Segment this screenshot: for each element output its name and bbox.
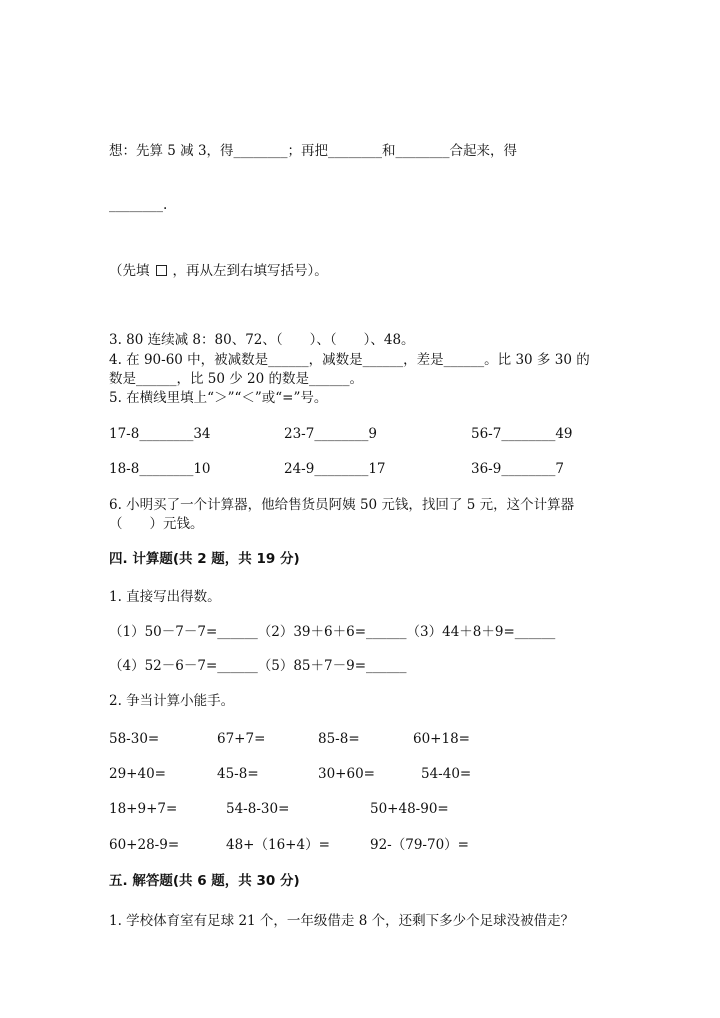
question-3: 3. 80 连续减 8：80、72、（ ）、（ ）、48。 [109,332,415,348]
practice-item: 54-8-30= [226,801,290,817]
compare-item: 17-8________34 [109,426,211,442]
practice-item: 60+28-9= [109,837,180,853]
compare-item: 36-9________7 [471,461,564,477]
empty-box-icon [156,265,167,276]
practice-item: 45-8= [217,766,259,782]
answer-question-1: 1. 学校体育室有足球 21 个，一年级借走 8 个，还剩下多少个足球没被借走？ [109,913,575,929]
practice-item: 50+48-90= [370,801,449,817]
calc-question-1: 1. 直接写出得数。 [109,589,221,605]
compare-item: 18-8________10 [109,461,211,477]
hint-prefix: （先填 [109,263,150,279]
question-6-line-1: 6. 小明买了一个计算器，他给售货员阿姨 50 元钱，找回了 5 元，这个计算器 [109,497,575,513]
section-4-title: 四. 计算题(共 2 题，共 19 分) [109,551,300,567]
hint-suffix: ，再从左到右填写括号）。 [172,263,328,279]
question-4-line-2: 数是______，比 50 少 20 的数是______。 [109,371,364,387]
practice-item: 60+18= [413,731,470,747]
section-5-title: 五. 解答题(共 6 题，共 30 分) [109,873,300,889]
calc-question-2: 2. 争当计算小能手。 [109,693,235,709]
think-line-2: ________. [109,197,168,213]
compare-item: 56-7________49 [471,426,573,442]
calc-row-2: （4）52－6－7=______（5）85＋7－9=______ [109,658,407,674]
hint-line [109,262,328,280]
practice-item: 85-8= [318,731,360,747]
calc-row-1: （1）50－7－7=______（2）39＋6＋6=______（3）44＋8＋9=______ [109,624,556,640]
compare-item: 23-7________9 [284,426,377,442]
question-6-line-2: （ ）元钱。 [109,516,204,532]
question-4-line-1: 4. 在 90-60 中，被减数是______，减数是______，差是______。比 30 多 30 的 [109,352,590,368]
compare-item: 24-9________17 [284,461,386,477]
practice-item: 58-30= [109,731,160,747]
practice-item: 18+9+7= [109,801,178,817]
practice-item: 92-（79-70）= [370,837,469,853]
practice-item: 54-40= [421,766,472,782]
practice-item: 67+7= [217,731,266,747]
practice-item: 30+60= [318,766,375,782]
practice-item: 29+40= [109,766,166,782]
question-5: 5. 在横线里填上“＞”“＜”或“=”号。 [109,390,328,406]
practice-item: 48+（16+4）= [226,837,330,853]
think-line-1: 想：先算 5 减 3，得________；再把________和________合起来，得 [109,143,518,159]
